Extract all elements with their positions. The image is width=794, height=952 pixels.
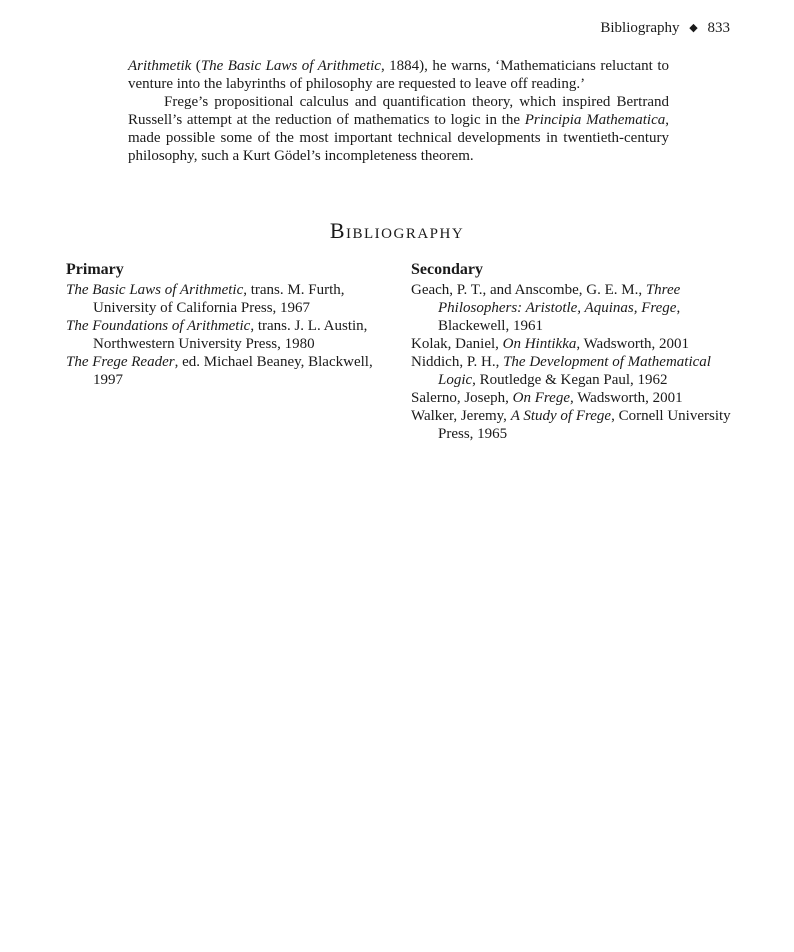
entry-author: Geach, P. T., and Anscombe, G. E. M., (411, 282, 646, 298)
bibliography-entry (411, 335, 741, 353)
bibliography-entry (411, 407, 741, 443)
entry-author: Salerno, Joseph, (411, 390, 513, 406)
entry-title: Three Philosophers: Aristotle, Aquinas, Frege (438, 282, 681, 316)
text-run: , 1884), he warns, ‘Mathematicians reluctant to venture into the labyrinths of philosophy are requested to leave off reading.’ (128, 58, 669, 92)
secondary-sources-column (411, 260, 741, 443)
text-run: , made possible some of the most important technical developments in twentieth-century philosophy, such a Kurt Gödel’s incompleteness theorem. (128, 112, 669, 164)
entry-title: The Basic Laws of Arithmetic (66, 282, 244, 298)
secondary-heading: Secondary (411, 261, 483, 278)
entry-details: , trans. M. Furth, University of California Press, 1967 (93, 282, 345, 316)
entry-title: A Study of Frege (510, 408, 612, 424)
entry-details: , Routledge & Kegan Paul, 1962 (472, 372, 668, 388)
entry-details: , Wadsworth, 2001 (576, 336, 690, 352)
text-run: Frege’s propositional calculus and quantification theory, which inspired Bertrand Russell’s attempt at the reduction of mathematics to logic in the (128, 94, 669, 128)
entry-details: , trans. J. L. Austin, Northwestern University Press, 1980 (93, 318, 368, 352)
bibliography-entry (66, 353, 376, 389)
entry-details: , ed. Michael Beaney, Blackwell, 1997 (93, 354, 373, 388)
entry-title: The Foundations of Arithmetic (66, 318, 251, 334)
primary-heading: Primary (66, 261, 124, 278)
bibliography-entry (411, 281, 741, 335)
paragraph-2 (128, 93, 669, 165)
diamond-separator-icon: ◆ (689, 22, 698, 34)
text-run: Principia Mathematica (524, 112, 666, 128)
entry-title: On Hintikka (502, 336, 577, 352)
running-head-section: Bibliography (600, 20, 680, 36)
paragraph-1 (128, 57, 669, 93)
bibliography-heading: Bibliography (329, 218, 465, 243)
entry-details: , Blackewell, 1961 (438, 300, 681, 334)
entry-details: , Cornell University Press, 1965 (438, 408, 731, 442)
entry-details: , Wadsworth, 2001 (570, 390, 683, 406)
entry-author: Walker, Jeremy, (411, 408, 511, 424)
page-number: 833 (707, 20, 730, 36)
text-run: ( (191, 58, 201, 74)
bibliography-entry (411, 389, 741, 407)
body-text (128, 57, 669, 165)
entry-title: The Frege Reader (66, 354, 175, 370)
text-run: Arithmetik (128, 58, 192, 74)
text-run: The Basic Laws of Arithmetic (200, 58, 381, 74)
entry-author: Kolak, Daniel, (411, 336, 503, 352)
running-head (600, 18, 730, 38)
bibliography-entry (66, 281, 376, 317)
bibliography-entry (66, 317, 376, 353)
bibliography-entry (411, 353, 741, 389)
entry-title: The Development of Mathematical Logic (438, 354, 711, 388)
entry-author: Niddich, P. H., (411, 354, 504, 370)
entry-title: On Frege (512, 390, 570, 406)
primary-sources-column (66, 260, 376, 389)
